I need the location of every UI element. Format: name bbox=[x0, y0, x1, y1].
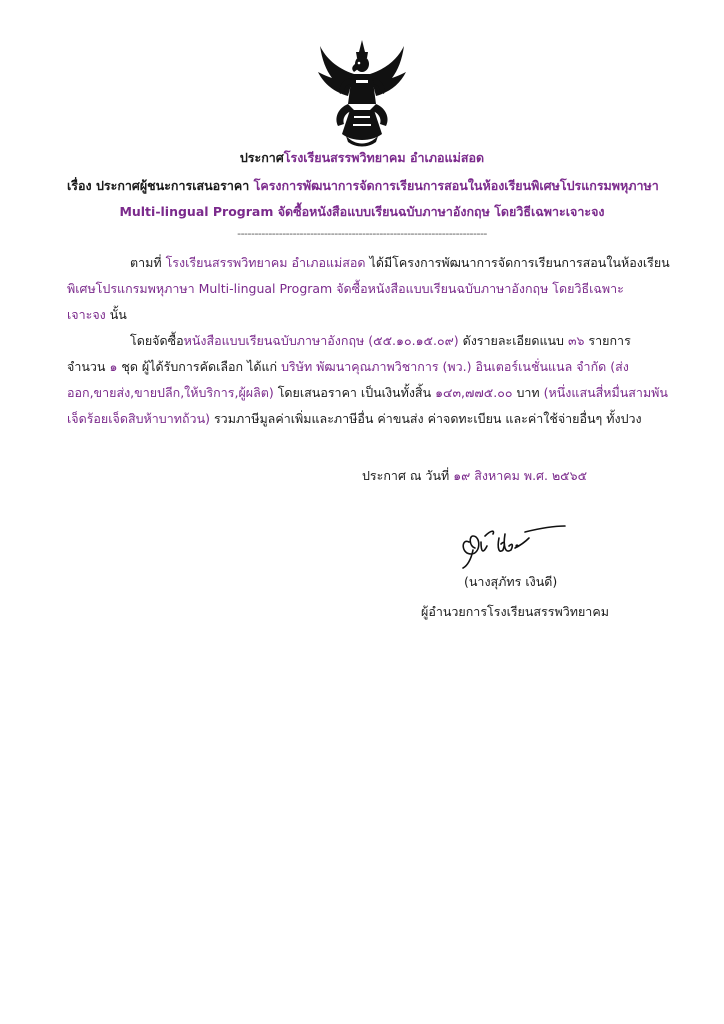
p2-k: โดยเสนอราคา เป็นเงินทั้งสิ้น bbox=[273, 385, 436, 400]
school-name: โรงเรียนสรรพวิทยาคม อำเภอแม่สอด bbox=[283, 150, 485, 165]
announce-prefix: ประกาศ bbox=[239, 150, 284, 165]
subject-label: เรื่อง bbox=[67, 178, 96, 193]
p2-company: บริษัท พัฒนาคุณภาพวิชาการ (พว.) อินเตอร์เนชั่นแนล จำกัด (ส่ง bbox=[281, 359, 629, 374]
p1-c: ได้มีโครงการพัฒนาการจัดการเรียนการสอนในห้องเรียน bbox=[365, 255, 670, 270]
p2-a: โดยจัดซื้อ bbox=[130, 333, 184, 348]
p2-f: จำนวน bbox=[67, 359, 110, 374]
p2-amount-words-2: เจ็ดร้อยเจ็ดสิบห้าบาทถ้วน) bbox=[67, 411, 210, 426]
paragraph-2-line-4 bbox=[67, 409, 642, 429]
p2-p: รวมภาษีมูลค่าเพิ่มและภาษีอื่น ค่าขนส่ง ค่าจดทะเบียน และค่าใช้จ่ายอื่นๆ ทั้งปวง bbox=[210, 411, 642, 426]
signer-name: (นางสุภัทร เงินดี) bbox=[464, 574, 558, 589]
paragraph-2-line-3 bbox=[67, 383, 668, 403]
p2-c: ดังรายละเอียดแนบ bbox=[458, 333, 568, 348]
handwritten-signature bbox=[455, 520, 570, 570]
subject-prefix: ประกาศผู้ชนะการเสนอราคา bbox=[95, 178, 254, 193]
p1-school: โรงเรียนสรรพวิทยาคม อำเภอแม่สอด bbox=[165, 255, 366, 270]
paragraph-1-line-3 bbox=[67, 305, 127, 325]
p2-qty: ๑ bbox=[109, 359, 118, 374]
signer-position: ผู้อำนวยการโรงเรียนสรรพวิทยาคม bbox=[421, 604, 609, 619]
subject-line-1 bbox=[67, 176, 659, 196]
paragraph-1-line-1 bbox=[130, 253, 670, 273]
p2-company-type: ออก,ขายส่ง,ขายปลีก,ให้บริการ,ผู้ผลิต) bbox=[67, 385, 274, 400]
announcement-date bbox=[362, 466, 587, 486]
announcement-title bbox=[0, 148, 724, 168]
p1-e: เจาะจง bbox=[67, 307, 106, 322]
paragraph-2-line-2 bbox=[67, 357, 629, 377]
p2-item: หนังสือแบบเรียนฉบับภาษาอังกฤษ (๕๕.๑๐.๑๕.๐๙) bbox=[183, 333, 459, 348]
subject-line-2: Multi-lingual Program จัดซื้อหนังสือแบบเรียนฉบับภาษาอังกฤษ โดยวิธีเฉพาะเจาะจง bbox=[119, 204, 605, 219]
date-prefix: ประกาศ ณ วันที่ bbox=[362, 468, 454, 483]
paragraph-1-line-2: พิเศษโปรแกรมพหุภาษา Multi-lingual Program จัดซื้อหนังสือแบบเรียนฉบับภาษาอังกฤษ โดยวิธีเฉพาะ bbox=[67, 281, 624, 296]
subject-project: โครงการพัฒนาการจัดการเรียนการสอนในห้องเรียนพิเศษโปรแกรมพหุภาษา bbox=[253, 178, 659, 193]
p2-amount: ๑๔๓,๗๗๕.๐๐ bbox=[435, 385, 513, 400]
garuda-emblem bbox=[316, 38, 408, 148]
p2-m: บาท bbox=[512, 385, 544, 400]
date-value: ๑๙ สิงหาคม พ.ศ. ๒๕๖๕ bbox=[453, 468, 588, 483]
p2-e: รายการ bbox=[584, 333, 631, 348]
p2-h: ชุด ผู้ได้รับการคัดเลือก ได้แก่ bbox=[117, 359, 282, 374]
p1-f: นั้น bbox=[105, 307, 127, 322]
p2-count: ๓๖ bbox=[567, 333, 585, 348]
p2-amount-words-1: (หนึ่งแสนสี่หมื่นสามพัน bbox=[543, 385, 668, 400]
p1-a: ตามที่ bbox=[130, 255, 166, 270]
separator-line: ------------------------------------------------------------------------ bbox=[237, 227, 487, 240]
paragraph-2-line-1 bbox=[130, 331, 631, 351]
